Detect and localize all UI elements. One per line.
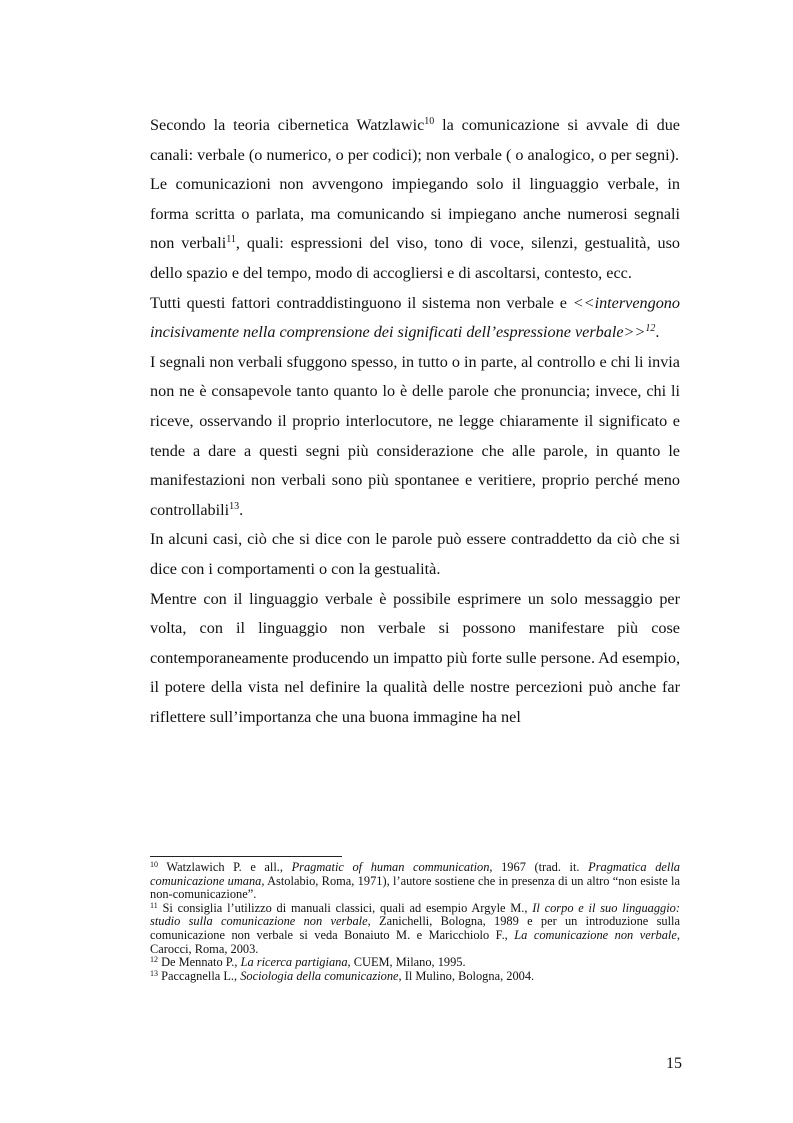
paragraph-1	[150, 111, 680, 170]
paragraph-text: , quali: espressioni del viso, tono di voce, silenzi, gestualità, uso dello spazio e del tempo, modo di accogliersi e di ascoltarsi, contesto, ecc.	[150, 234, 680, 282]
footnote-number: 13	[150, 968, 158, 978]
footnote-text: Si consiglia l’utilizzo di manuali classici, quali ad esempio Argyle M.,	[157, 900, 533, 915]
footnote-text: , Il Mulino, Bologna, 2004.	[398, 968, 535, 983]
paragraph-3	[150, 289, 680, 348]
footnotes	[150, 861, 680, 983]
footnote-10	[150, 861, 680, 902]
footnote-title: Sociologia della comunicazione	[240, 968, 399, 983]
paragraph-text: Mentre con il linguaggio verbale è possibile esprimere un solo messaggio per volta, con il linguaggio non verbale si possono manifestare più cose contemporaneamente producendo un impatto più forte sulle persone. Ad esempio, il potere della vista nel definire la qualità delle nostre percezioni può anche far riflettere sull’importanza che una buona immagine ha nel	[150, 589, 680, 726]
paragraph-text: Secondo la teoria cibernetica Watzlawic	[150, 116, 425, 134]
body-text	[150, 111, 680, 732]
footnote-text: Paccagnella L.,	[158, 968, 241, 983]
footnote-ref-12: 12	[645, 323, 656, 335]
footnote-13	[150, 970, 680, 984]
footnote-text: , Carocci, Roma, 2003.	[150, 927, 680, 956]
footnote-ref-11: 11	[226, 234, 236, 246]
paragraph-text: la comunicazione si avvale di due canali: verbale (o numerico, o per codici); non verbale ( o analogico, o per segni).	[150, 116, 680, 164]
footnote-title: Pragmatica della comunicazione umana,	[150, 860, 680, 888]
footnote-text: , CUEM, Milano, 1995.	[347, 955, 466, 970]
paragraph-text: .	[655, 323, 660, 342]
footnote-number: 12	[150, 955, 158, 965]
footnote-text: Astolabio, Roma, 1971), l’autore sostiene che in presenza di un altro “non esiste la non-comunicazione”.	[150, 873, 680, 902]
footnote-11	[150, 902, 680, 956]
italic-quote: <<intervengono incisivamente nella comprensione dei significati dell’espressione verbale>>	[150, 293, 680, 342]
footnote-title: Il corpo e il suo linguaggio: studio sulla comunicazione non verbale	[150, 900, 681, 929]
paragraph-5	[150, 525, 680, 584]
footnote-number: 10	[150, 860, 158, 869]
paragraph-6	[150, 585, 680, 733]
footnote-title: Pragmatic of human communication	[291, 860, 490, 874]
paragraph-4	[150, 348, 680, 526]
footnote-text: , Zanichelli, Bologna, 1989 e per un introduzione sulla comunicazione non verbale si veda Bonaiuto M. e Maricchiolo F.,	[150, 914, 680, 942]
paragraph-text: .	[239, 500, 244, 519]
footnote-12	[150, 956, 680, 970]
footnote-text: De Mennato P.,	[158, 955, 241, 970]
page-number: 15	[666, 1055, 682, 1072]
footnote-text: , 1967 (trad. it.	[489, 860, 589, 874]
footnote-separator	[150, 856, 342, 857]
footnote-title: La comunicazione non verbale	[514, 927, 677, 942]
footnote-title: La ricerca partigiana	[240, 955, 348, 970]
footnote-number: 11	[150, 900, 158, 910]
paragraph-text: Le comunicazioni non avvengono impiegando solo il linguaggio verbale, in forma scritta o parlata, ma comunicando si impiegano anche numerosi segnali non verbali	[150, 175, 680, 253]
footnote-ref-13: 13	[229, 500, 240, 512]
paragraph-text: Tutti questi fattori contraddistinguono il sistema non verbale e	[150, 293, 573, 312]
paragraph-text: I segnali non verbali sfuggono spesso, in tutto o in parte, al controllo e chi li invia non ne è consapevole tanto quanto lo è delle parole che pronuncia; invece, chi li riceve, osservando il proprio interlocutore, ne legge chiaramente il significato e tende a dare a questi segni più considerazione che alle parole, in quanto le manifestazioni non verbali sono più spontanee e veritiere, proprio perché meno controllabili	[150, 352, 680, 519]
paragraph-2	[150, 170, 680, 288]
footnote-ref-10: 10	[424, 116, 435, 127]
paragraph-text: In alcuni casi, ciò che si dice con le parole può essere contraddetto da ciò che si dice con i comportamenti o con la gestualità.	[150, 530, 680, 578]
footnote-text: Watzlawich P. e all.,	[158, 860, 292, 874]
